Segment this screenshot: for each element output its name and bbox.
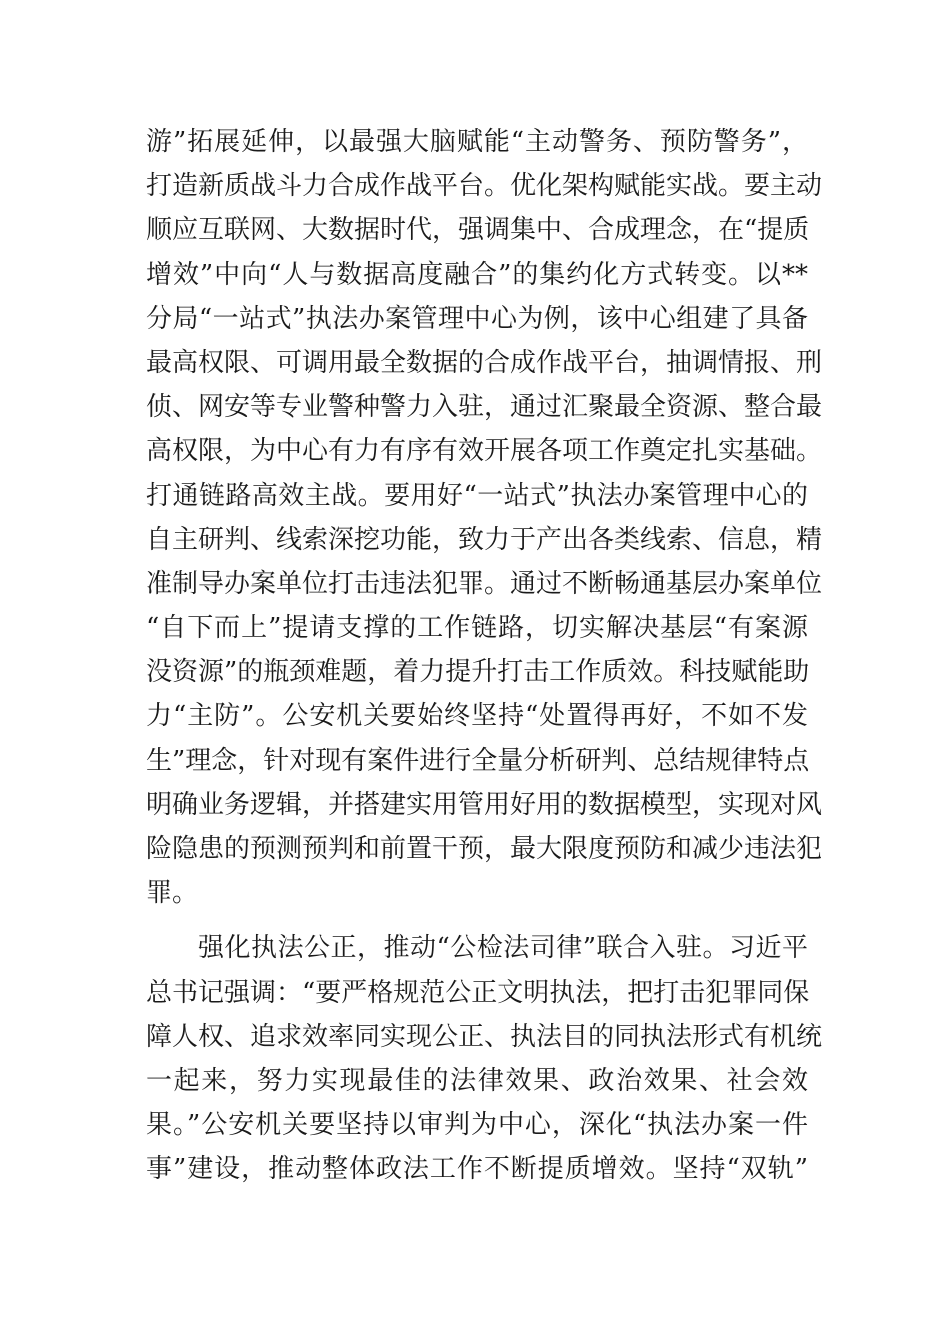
text-line: 打造新质战斗力合成作战平台。优化架构赋能实战。要主动 xyxy=(146,171,823,202)
text-line: 顺应互联网、大数据时代，强调集中、合成理念，在“提质 xyxy=(146,215,810,246)
text-line: 增效”中向“人与数据高度融合”的集约化方式转变。以** xyxy=(146,259,808,290)
paragraph-gap xyxy=(146,915,808,926)
text-line: 游”拓展延伸，以最强大脑赋能“主动警务、预防警务”， xyxy=(146,127,808,157)
text-line: 生”理念，针对现有案件进行全量分析研判、总结规律特点 xyxy=(146,745,810,776)
text-line: 分局“一站式”执法办案管理中心为例，该中心组建了具备 xyxy=(146,303,808,334)
text-line: 侦、网安等专业警种警力入驻，通过汇聚最全资源、整合最 xyxy=(146,392,823,423)
text-line: 障人权、追求效率同实现公正、执法目的同执法形式有机统 xyxy=(146,1021,823,1052)
text-line: 事”建设，推动整体政法工作不断提质增效。坚持“双轨” xyxy=(146,1154,808,1185)
text-line: 自主研判、线索深挖功能，致力于产出各类线索、信息，精 xyxy=(146,524,823,555)
text-line: 罪。 xyxy=(146,878,199,909)
text-line: 强化执法公正，推动“公检法司律”联合入驻。习近平 xyxy=(198,933,808,964)
text-line: 力“主防”。公安机关要始终坚持“处置得再好，不如不发 xyxy=(146,701,808,732)
text-line: “自下而上”提请支撑的工作链路，切实解决基层“有案源 xyxy=(146,613,808,644)
body-text xyxy=(146,120,823,1192)
text-line: 明确业务逻辑，并搭建实用管用好用的数据模型，实现对风 xyxy=(146,789,823,820)
text-line: 准制导办案单位打击违法犯罪。通过不断畅通基层办案单位 xyxy=(146,568,823,599)
text-line: 高权限，为中心有力有序有效开展各项工作奠定扎实基础。 xyxy=(146,436,823,467)
text-line: 果。”公安机关要坚持以审判为中心，深化“执法办案一件 xyxy=(146,1110,808,1141)
text-line: 一起来，努力实现最佳的法律效果、政治效果、社会效 xyxy=(146,1065,808,1096)
paragraph-1 xyxy=(146,120,823,915)
text-line: 总书记强调：“要严格规范公正文明执法，把打击犯罪同保 xyxy=(146,977,810,1008)
text-line: 没资源”的瓶颈难题，着力提升打击工作质效。科技赋能助 xyxy=(146,657,810,688)
text-line: 最高权限、可调用最全数据的合成作战平台，抽调情报、刑 xyxy=(146,347,823,378)
text-line: 险隐患的预测预判和前置干预，最大限度预防和减少违法犯 xyxy=(146,834,823,864)
text-line: 打通链路高效主战。要用好“一站式”执法办案管理中心的 xyxy=(146,480,808,511)
paragraph-2 xyxy=(146,926,823,1191)
